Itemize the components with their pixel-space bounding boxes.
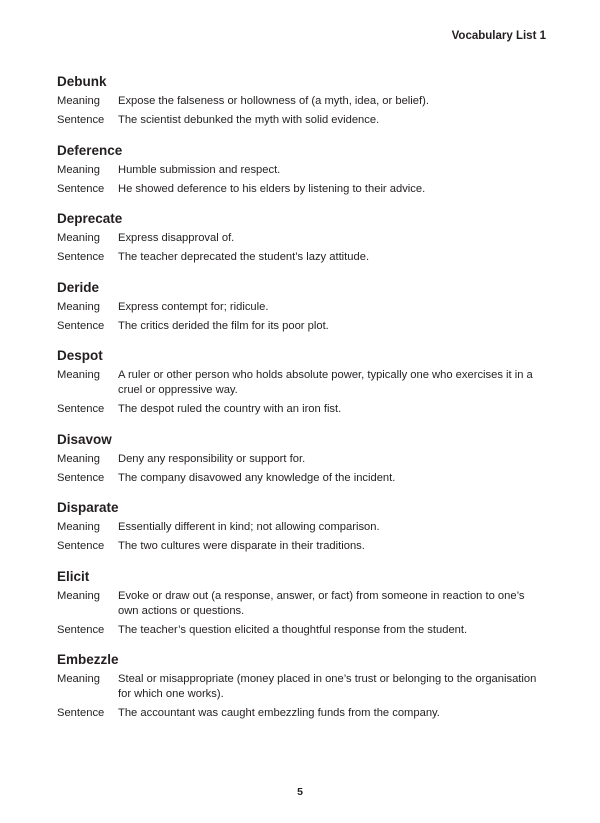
meaning-label: Meaning: [57, 521, 100, 533]
sentence-text: The teacher deprecated the student’s lazy attitude.: [118, 251, 370, 263]
sentence-row: [57, 539, 547, 554]
sentence-row: [57, 319, 547, 334]
meaning-label: Meaning: [57, 300, 100, 313]
sentence-text: The critics derided the film for its poor plot.: [118, 319, 329, 332]
sentence-text: The accountant was caught embezzling funds from the company.: [118, 707, 440, 719]
sentence-label: Sentence: [57, 471, 105, 484]
meaning-text: A ruler or other person who holds absolute power, typically one who exercises it in a cruel or oppressive way.: [118, 369, 533, 396]
sentence-label: Sentence: [57, 182, 105, 195]
meaning-text: Expose the falseness or hollowness of (a myth, idea, or belief).: [118, 95, 429, 107]
sentence-text: The scientist debunked the myth with solid evidence.: [118, 114, 380, 126]
sentence-label: Sentence: [57, 403, 105, 415]
sentence-label: Sentence: [57, 623, 105, 636]
meaning-text: Deny any responsibility or support for.: [118, 452, 306, 465]
meaning-text: Essentially different in kind; not allowing comparison.: [118, 521, 380, 533]
page-number: 5: [297, 786, 303, 798]
meaning-row: [57, 368, 547, 398]
meaning-text: Evoke or draw out (a response, answer, or fact) from someone in reaction to one’s own actions or questions.: [118, 589, 525, 617]
sentence-label: Sentence: [57, 319, 105, 332]
vocab-entry: [57, 500, 547, 554]
sentence-row: [57, 402, 547, 417]
vocab-entry: [57, 569, 547, 638]
sentence-row: [57, 706, 547, 721]
headword: Debunk: [57, 74, 107, 89]
headword: Disparate: [57, 500, 119, 515]
headword: Deference: [57, 142, 123, 158]
headword: Despot: [57, 348, 103, 363]
headword: Disavow: [57, 431, 112, 447]
sentence-text: The two cultures were disparate in their traditions.: [118, 540, 365, 552]
meaning-row: [57, 452, 547, 467]
vocab-entry: [57, 652, 547, 721]
headword: Embezzle: [57, 652, 119, 667]
headword: Deprecate: [57, 211, 123, 226]
headword: Deride: [57, 279, 100, 295]
sentence-row: [57, 471, 547, 486]
meaning-row: [57, 589, 547, 619]
sentence-row: [57, 250, 547, 265]
meaning-text: Express contempt for; ridicule.: [118, 300, 269, 313]
meaning-label: Meaning: [57, 232, 100, 244]
sentence-text: The despot ruled the country with an iron fist.: [118, 403, 342, 415]
sentence-label: Sentence: [57, 540, 105, 552]
vocabulary-list: [57, 74, 547, 736]
meaning-text: Express disapproval of.: [118, 232, 235, 244]
sentence-row: [57, 113, 547, 128]
sentence-text: He showed deference to his elders by listening to their advice.: [118, 182, 426, 195]
meaning-label: Meaning: [57, 163, 100, 176]
vocab-entry: [57, 143, 547, 197]
sentence-label: Sentence: [57, 251, 105, 263]
vocab-entry: [57, 74, 547, 128]
meaning-row: [57, 520, 547, 535]
meaning-label: Meaning: [57, 589, 100, 602]
sentence-row: [57, 623, 547, 638]
vocab-entry: [57, 348, 547, 417]
headword: Elicit: [57, 568, 90, 584]
meaning-text: Steal or misappropriate (money placed in one’s trust or belonging to the organisation for which one works).: [118, 673, 537, 700]
page-header-title: Vocabulary List 1: [451, 30, 546, 42]
sentence-label: Sentence: [57, 114, 105, 126]
meaning-label: Meaning: [57, 452, 100, 465]
vocab-entry: [57, 432, 547, 486]
meaning-label: Meaning: [57, 95, 100, 107]
meaning-row: [57, 672, 547, 702]
meaning-row: [57, 94, 547, 109]
meaning-row: [57, 163, 547, 178]
sentence-label: Sentence: [57, 707, 105, 719]
meaning-row: [57, 300, 547, 315]
sentence-text: The teacher’s question elicited a thoughtful response from the student.: [118, 623, 468, 636]
sentence-text: The company disavowed any knowledge of the incident.: [118, 471, 396, 484]
meaning-row: [57, 231, 547, 246]
sentence-row: [57, 182, 547, 197]
vocab-entry: [57, 280, 547, 334]
meaning-label: Meaning: [57, 673, 100, 685]
meaning-text: Humble submission and respect.: [118, 163, 281, 176]
vocab-entry: [57, 211, 547, 265]
meaning-label: Meaning: [57, 369, 100, 381]
